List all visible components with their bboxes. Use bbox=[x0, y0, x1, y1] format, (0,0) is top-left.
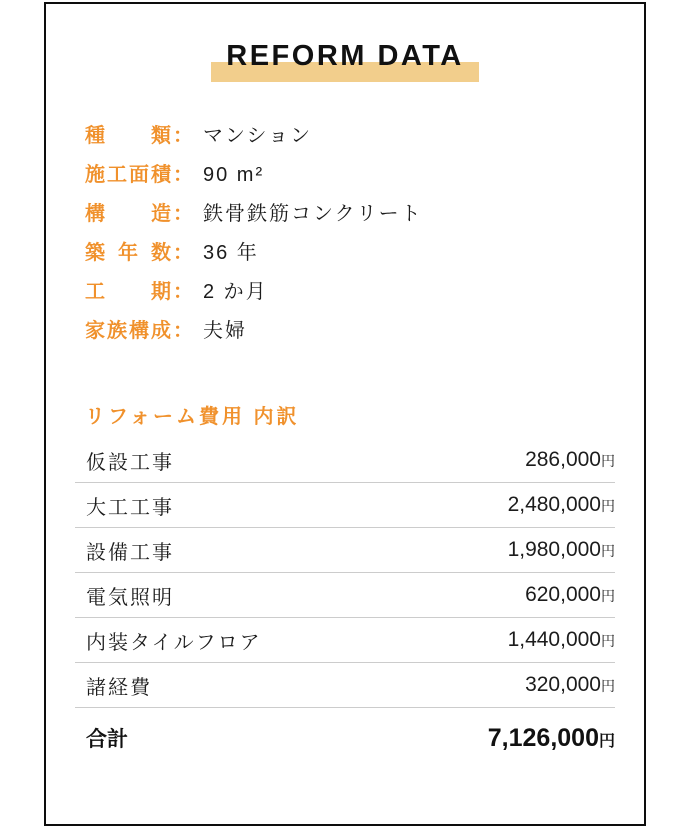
cost-item-name: 設備工事 bbox=[86, 541, 174, 564]
detail-row-type bbox=[85, 126, 644, 147]
detail-colon: ： bbox=[173, 242, 193, 264]
cost-amount: 620,000 bbox=[525, 583, 601, 606]
cost-item-name: 諸経費 bbox=[86, 676, 152, 699]
detail-label: 工期 bbox=[85, 281, 171, 303]
cost-item-name: 電気照明 bbox=[86, 586, 174, 609]
cost-amount: 1,980,000 bbox=[507, 538, 601, 561]
detail-value: 夫婦 bbox=[203, 320, 247, 342]
detail-colon: ： bbox=[173, 203, 193, 225]
cost-item-value bbox=[525, 583, 615, 607]
table-row bbox=[75, 618, 615, 663]
currency-unit: 円 bbox=[601, 588, 615, 604]
table-row bbox=[75, 483, 615, 528]
detail-label: 構造 bbox=[85, 203, 171, 225]
detail-value: 鉄骨鉄筋コンクリート bbox=[203, 203, 423, 225]
cost-amount: 1,440,000 bbox=[507, 628, 601, 651]
table-row bbox=[75, 573, 615, 618]
detail-colon: ： bbox=[173, 125, 193, 147]
cost-item-name: 大工工事 bbox=[86, 496, 174, 519]
table-row bbox=[75, 438, 615, 483]
cost-item-value bbox=[508, 628, 615, 652]
cost-breakdown bbox=[75, 400, 615, 753]
detail-colon: ： bbox=[173, 281, 193, 303]
total-row bbox=[75, 708, 615, 753]
cost-item-name: 内装タイルフロア bbox=[86, 631, 262, 654]
detail-label: 施工面積 bbox=[85, 164, 171, 186]
cost-item-value bbox=[508, 538, 615, 562]
currency-unit: 円 bbox=[601, 543, 615, 559]
detail-value: 90 m² bbox=[203, 164, 265, 186]
cost-amount: 320,000 bbox=[525, 673, 601, 696]
detail-row-building-age bbox=[85, 243, 644, 264]
currency-unit: 円 bbox=[601, 498, 615, 514]
cost-item-value bbox=[525, 448, 615, 472]
detail-row-structure bbox=[85, 204, 644, 225]
currency-unit: 円 bbox=[601, 678, 615, 694]
detail-label: 家族構成 bbox=[85, 320, 171, 342]
currency-unit: 円 bbox=[601, 633, 615, 649]
table-row bbox=[75, 663, 615, 708]
currency-unit: 円 bbox=[601, 453, 615, 469]
cost-item-name: 仮設工事 bbox=[86, 451, 174, 474]
detail-colon: ： bbox=[173, 320, 193, 342]
detail-row-construction-period bbox=[85, 282, 644, 303]
cost-item-value bbox=[508, 493, 615, 517]
page-title: REFORM DATA bbox=[211, 40, 478, 82]
detail-value: マンション bbox=[203, 125, 313, 147]
cost-amount: 2,480,000 bbox=[507, 493, 601, 516]
cost-amount: 286,000 bbox=[525, 448, 601, 471]
detail-value: 36 年 bbox=[203, 242, 259, 264]
breakdown-section-title: リフォーム費用 内訳 bbox=[85, 406, 300, 428]
currency-unit: 円 bbox=[598, 732, 615, 750]
detail-value: 2 か月 bbox=[203, 281, 268, 303]
total-label: 合計 bbox=[86, 728, 128, 751]
total-value bbox=[488, 724, 615, 753]
detail-label: 種類 bbox=[85, 125, 171, 147]
detail-colon: ： bbox=[173, 164, 193, 186]
card-header bbox=[46, 40, 644, 82]
detail-row-family bbox=[85, 321, 644, 342]
total-amount: 7,126,000 bbox=[487, 723, 599, 752]
table-row bbox=[75, 528, 615, 573]
detail-label: 築年数 bbox=[85, 242, 171, 264]
property-details bbox=[85, 126, 644, 342]
reform-data-card bbox=[44, 2, 646, 826]
cost-item-value bbox=[525, 673, 615, 697]
detail-row-area bbox=[85, 165, 644, 186]
